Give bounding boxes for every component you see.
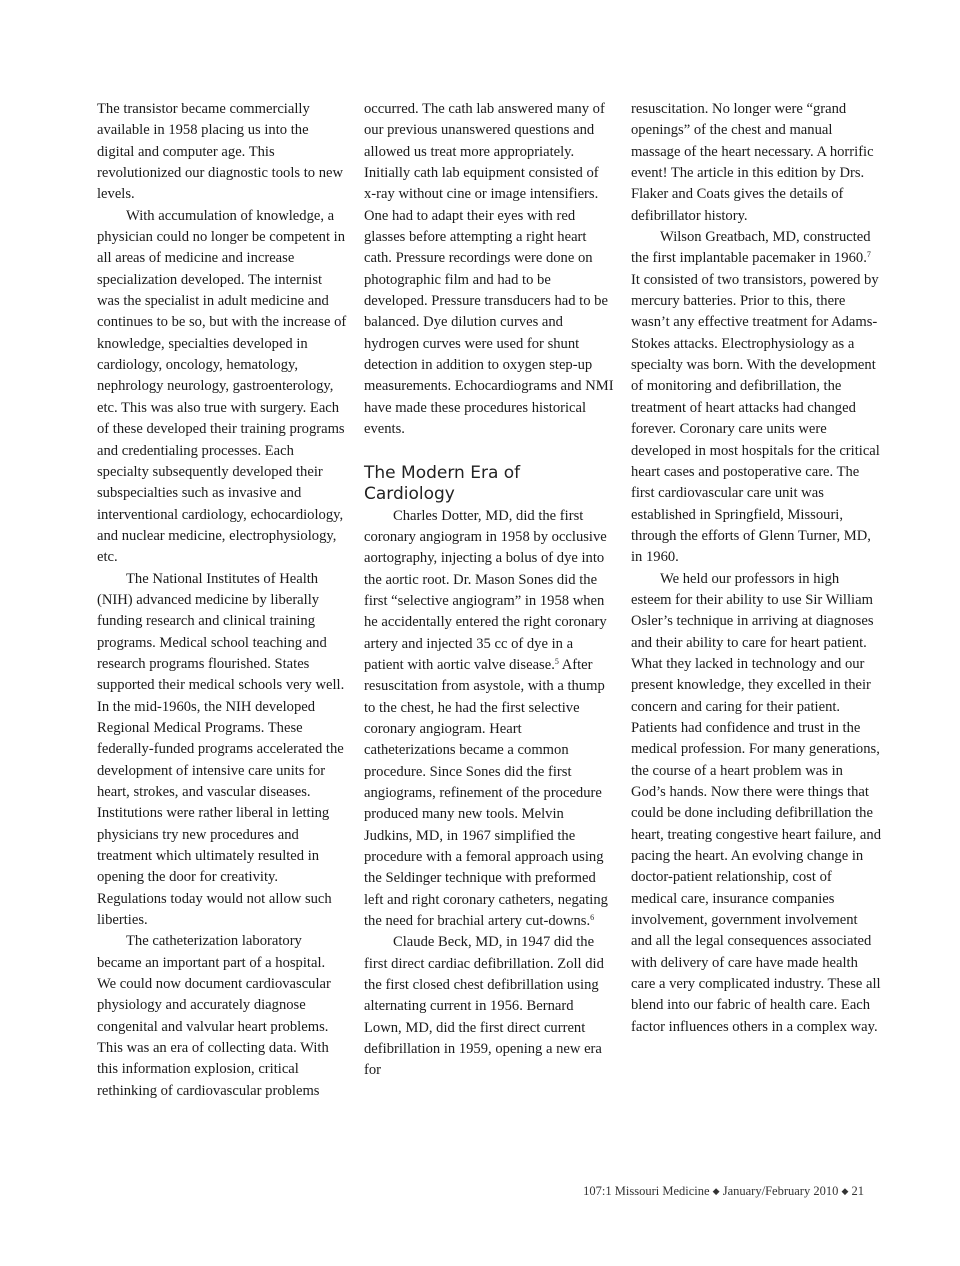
paragraph: The catheterization laboratory became an important part of a hospital. We could now document cardiovascular physiology and accurately diagnose congenital and valvular heart problems. This was an era of collecting data. With this information explosion, critical rethinking of cardiovascular problems: [97, 933, 331, 1099]
reference-marker: 5: [554, 656, 559, 666]
diamond-separator-icon: ◆: [712, 1186, 720, 1196]
paragraph-text: Wilson Greatbach, MD, constructed the first implantable pacemaker in 1960.: [631, 229, 871, 267]
paragraph: Claude Beck, MD, in 1947 did the first direct cardiac defibrillation. Zoll did the first closed chest defibrillation using alternating current in 1956. Bernard Lown, MD, did the first direct current defibrillation in 1959, opening a new era for: [364, 934, 604, 1079]
paragraph-text: Charles Dotter, MD, did the first coronary angiogram in 1958 by occlusive aortography, injecting a bolus of dye into the aortic root. Dr. Mason Sones did the first “selective angiogram” in 1958 when he accidentally entered the right coronary artery and injected 35 cc of dye in a patient with aortic valve disease.: [364, 507, 607, 673]
paragraph: With accumulation of knowledge, a physician could no longer be competent in all areas of medicine and increase specialization developed. The internist was the specialist in adult medicine and continues to be so, but with the increase of knowledge, specialties developed in cardiology, oncology, hematology, nephrology neurology, gastroenterology, etc. This was also true with surgery. Each of these developed their training programs and credentialing processes. Each specialty subsequently developed their subspecialties such as invasive and interventional cardiology, echocardiology, and nuclear medicine, electrophysiology, etc.: [97, 207, 347, 566]
paragraph: [364, 506, 614, 933]
column-3: [631, 99, 881, 1038]
paragraph-text: After resuscitation from asystole, with a thump to the chest, he had the first selective coronary angiogram. Heart catheterizations became a common procedure. Since Sones did the first angiograms, refinement of the procedure produced many new tools. Melvin Judkins, MD, in 1967 simplified the procedure with a femoral approach using the Seldinger technique with preformed left and right coronary catheters, negating the need for brachial artery cut-downs.: [364, 656, 608, 930]
section-heading: The Modern Era of Cardiology: [364, 462, 521, 504]
reference-marker: 7: [866, 250, 871, 260]
journal-issue: 107:1 Missouri Medicine: [583, 1184, 710, 1198]
reference-marker: 6: [590, 913, 595, 923]
paragraph: We held our professors in high esteem for their ability to use Sir William Osler’s technique in arriving at diagnoses and their ability to care for heart patient. What they lacked in technology and our present knowledge, they excelled in their concern and caring for their patient. Patients had confidence and trust in the medical profession. For many generations, the course of a heart problem was in God’s hands. Now there were things that could be done including defibrillation the heart, treating congestive heart failure, and pacing the heart. An evolving change in doctor-patient relationship, cost of medical care, insurance companies involvement, government involvement and all the legal consequences associated with delivery of care have made health care a very complicated industry. These all blend into our fabric of health care. Each factor influences others in a complex way.: [631, 570, 882, 1035]
paragraph: The transistor became commercially available in 1958 placing us into the digital and computer age. This revolutionized our diagnostic tools to new levels.: [97, 101, 344, 203]
issue-date: January/February 2010: [722, 1184, 839, 1198]
paragraph: [631, 227, 881, 569]
paragraph: The National Institutes of Health (NIH) advanced medicine by liberally funding research and clinical training programs. Medical school teaching and research programs flourished. States supported their medical schools very well. In the mid-1960s, the NIH developed Regional Medical Programs. These federally-funded programs accelerated the development of intensive care units for heart, strokes, and vascular diseases. Institutions were rather liberal in letting physicians try new procedures and treatment which ultimately resulted in opening the door for creativity. Regulations today would not allow such liberties.: [97, 570, 345, 929]
page-footer: [583, 1184, 864, 1199]
paragraph-text: It consisted of two transistors, powered by mercury batteries. Prior to this, there wasn’t any effective treatment for Adams-Stokes attacks. Electrophysiology as a specialty was born. With the development of monitoring and defibrillation, the treatment of heart attacks had changed forever. Coronary care units were developed in most hospitals for the critical heart cases and postoperative care. The first cardiovascular care unit was established in Springfield, Missouri, through the efforts of Glenn Turner, MD, in 1960.: [631, 271, 880, 566]
paragraph: resuscitation. No longer were “grand openings” of the chest and manual massage of the heart necessary. A horrific event! The article in this edition by Drs. Flaker and Coats gives the details of defibrillator history.: [631, 101, 874, 224]
column-1: [97, 99, 347, 1102]
page-number: 21: [851, 1184, 864, 1198]
column-2: [364, 99, 614, 1082]
paragraph: occurred. The cath lab answered many of our previous unanswered questions and allowed us treat more appropriately. Initially cath lab equipment consisted of x-ray without cine or image intensifiers. One had to adapt their eyes with red glasses before attempting a right heart cath. Pressure recordings were done on photographic film and had to be developed. Pressure transducers had to be balanced. Dye dilution curves and hydrogen curves were used for shunt detection in addition to oxygen step-up measurements. Echocardiograms and NMI have made these procedures historical events.: [364, 101, 614, 438]
diamond-separator-icon: ◆: [841, 1186, 849, 1196]
